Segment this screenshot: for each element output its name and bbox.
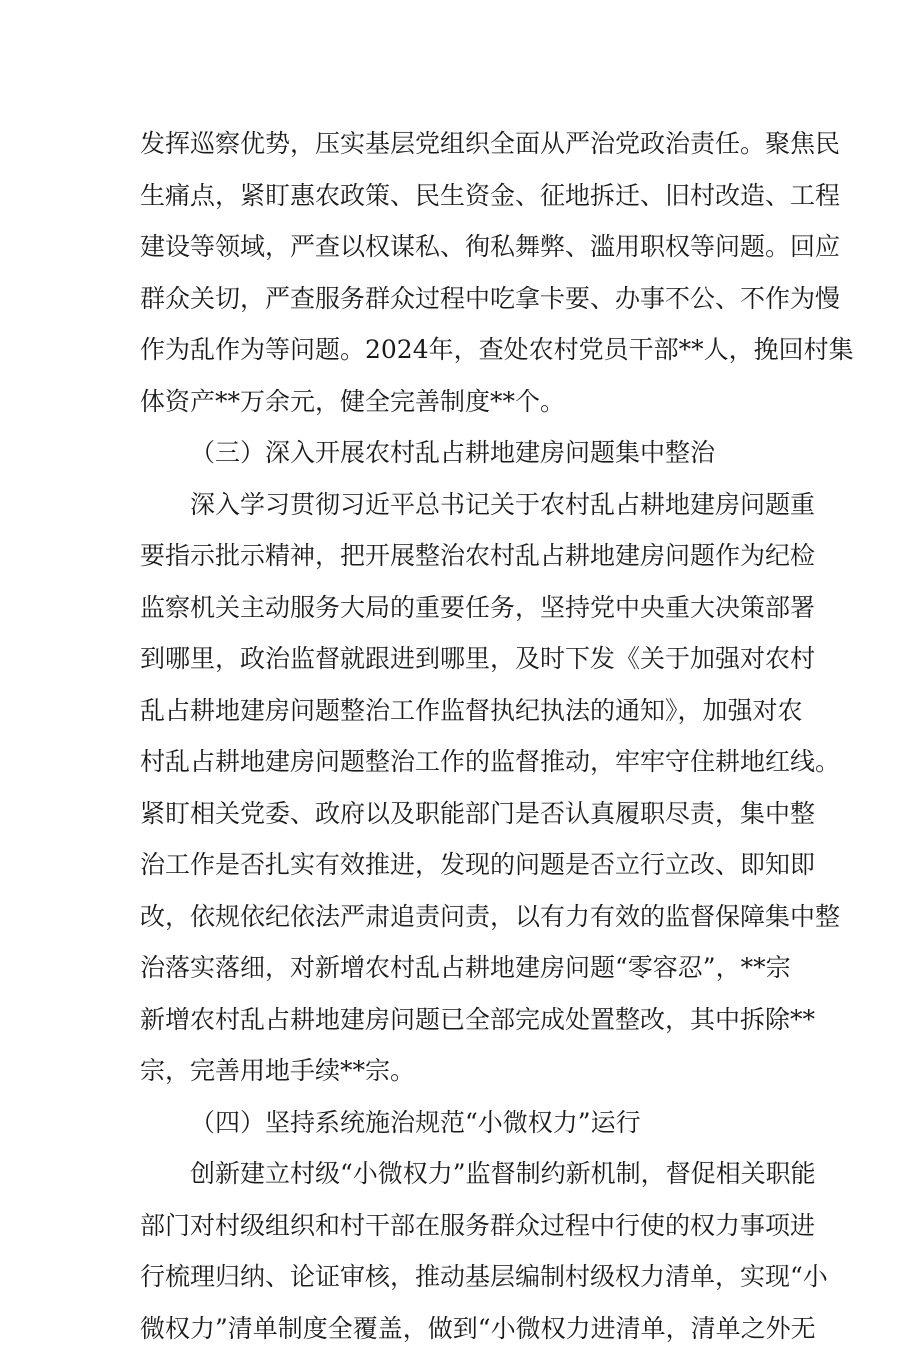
- text-line: 创新建立村级“小微权力”监督制约新机制，督促相关职能: [140, 1148, 780, 1200]
- text-line: 行梳理归纳、论证审核，推动基层编制村级权力清单，实现“小: [140, 1251, 780, 1303]
- text-line: 要指示批示精神，把开展整治农村乱占耕地建房问题作为纪检: [140, 530, 780, 582]
- text-line: 监察机关主动服务大局的重要任务，坚持党中央重大决策部署: [140, 582, 780, 634]
- text-line: 治落实落细，对新增农村乱占耕地建房问题“零容忍”，**宗: [140, 942, 780, 994]
- text-line: 紧盯相关党委、政府以及职能部门是否认真履职尽责，集中整: [140, 788, 780, 840]
- text-line: 改，依规依纪依法严肃追责问责，以有力有效的监督保障集中整: [140, 891, 780, 943]
- text-line: 部门对村级组织和村干部在服务群众过程中行使的权力事项进: [140, 1200, 780, 1252]
- text-line: 作为乱作为等问题。2024年，查处农村党员干部**人，挽回村集: [140, 324, 780, 376]
- text-line: 微权力”清单制度全覆盖，做到“小微权力进清单，清单之外无: [140, 1303, 780, 1354]
- text-line: 宗，完善用地手续**宗。: [140, 1045, 780, 1097]
- text-line: 生痛点，紧盯惠农政策、民生资金、征地拆迁、旧村改造、工程: [140, 170, 780, 222]
- document-body: [140, 118, 780, 1354]
- section-heading-4: （四）坚持系统施治规范“小微权力”运行: [140, 1097, 780, 1149]
- text-line: 发挥巡察优势，压实基层党组织全面从严治党政治责任。聚焦民: [140, 118, 780, 170]
- text-line: 村乱占耕地建房问题整治工作的监督推动，牢牢守住耕地红线。: [140, 736, 780, 788]
- text-line: 体资产**万余元，健全完善制度**个。: [140, 376, 780, 428]
- paragraph-inspection: [140, 118, 780, 427]
- section-heading-3: （三）深入开展农村乱占耕地建房问题集中整治: [140, 427, 780, 479]
- text-line: 到哪里，政治监督就跟进到哪里，及时下发《关于加强对农村: [140, 633, 780, 685]
- paragraph-micro-power: [140, 1148, 780, 1354]
- text-line: 治工作是否扎实有效推进，发现的问题是否立行立改、即知即: [140, 839, 780, 891]
- paragraph-farmland: [140, 479, 780, 1097]
- text-line: 建设等领域，严查以权谋私、徇私舞弊、滥用职权等问题。回应: [140, 221, 780, 273]
- text-line: 新增农村乱占耕地建房问题已全部完成处置整改，其中拆除**: [140, 994, 780, 1046]
- text-line: 深入学习贯彻习近平总书记关于农村乱占耕地建房问题重: [140, 479, 780, 531]
- text-line: 乱占耕地建房问题整治工作监督执纪执法的通知》，加强对农: [140, 685, 780, 737]
- text-line: 群众关切，严查服务群众过程中吃拿卡要、办事不公、不作为慢: [140, 273, 780, 325]
